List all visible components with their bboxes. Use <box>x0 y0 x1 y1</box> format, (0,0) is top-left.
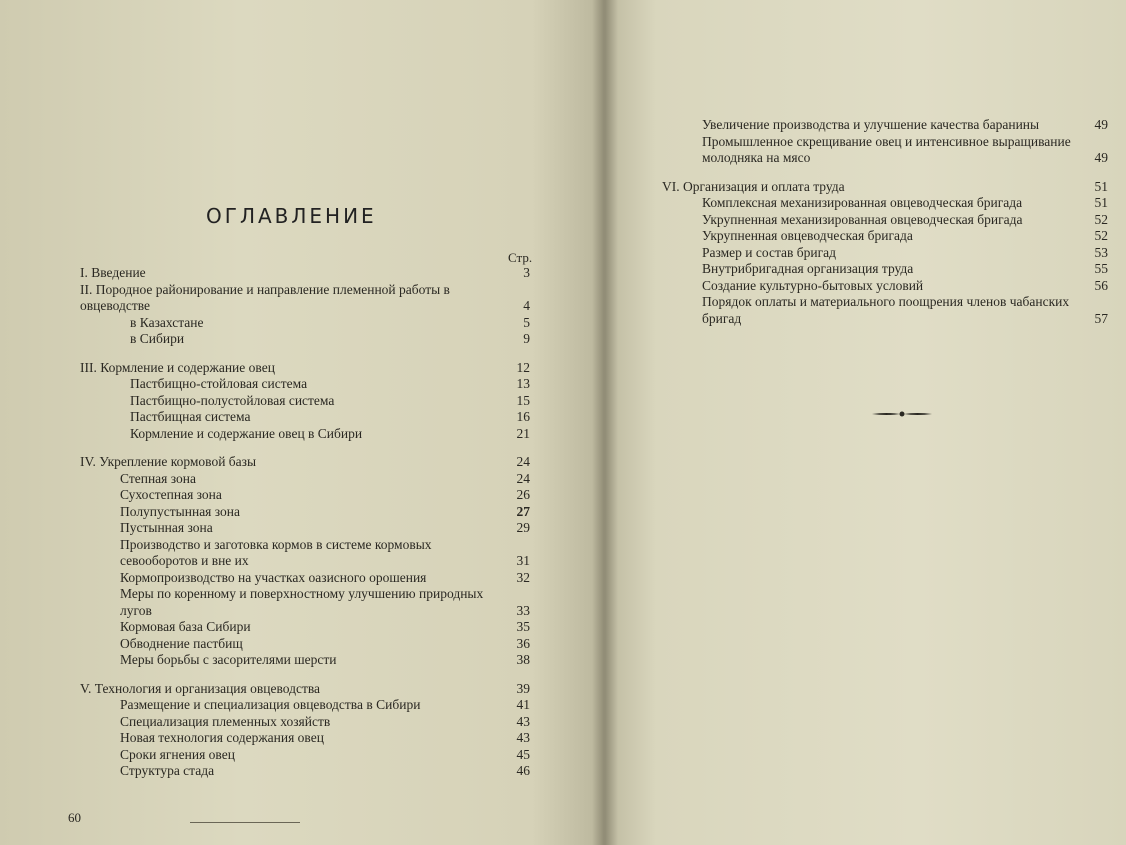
toc-entry <box>662 134 1108 167</box>
toc-entry <box>80 714 530 731</box>
toc-entry-text: Меры борьбы с засорителями шерсти <box>120 652 337 667</box>
toc-entry-text: Размещение и специализация овцеводства в Сибири <box>120 697 421 712</box>
toc-entry-text: в Казахстане <box>130 314 204 330</box>
toc-entry <box>80 697 530 714</box>
toc-entry-text: Сухостепная зона <box>120 487 222 502</box>
toc-entry-page: 49 <box>1094 117 1108 132</box>
toc-entry <box>80 454 530 471</box>
toc-entry-page: 21 <box>516 425 530 441</box>
toc-entry-page: 39 <box>516 680 530 696</box>
toc-entry-text: Порядок оплаты и материального поощрения членов чабанских бригад <box>702 294 1070 326</box>
toc-entry-page: 52 <box>1094 228 1108 243</box>
toc-entry-text: Промышленное скрещивание овец и интенсивное выращивание молодняка на мясо <box>702 133 1071 165</box>
toc-entry-page: 45 <box>516 746 530 762</box>
toc-entry-text: Обводнение пастбищ <box>120 635 243 651</box>
toc-entry-page: 31 <box>516 553 530 568</box>
toc-entry <box>662 245 1108 262</box>
toc-entry <box>80 265 530 282</box>
toc-entry <box>662 228 1108 245</box>
toc-entry-text: Сроки ягнения овец <box>120 746 235 762</box>
toc-entry-page: 27 <box>516 503 530 519</box>
toc-entry-text: Структура стада <box>120 763 215 778</box>
toc-left-column <box>80 265 530 780</box>
toc-entry-text: Внутрибригадная организация труда <box>702 261 914 276</box>
toc-gap <box>80 669 530 681</box>
toc-entry-text: II. Породное районирование и направление племенной работы в овцеводстве <box>80 281 450 313</box>
left-page-number: 60 <box>68 810 81 825</box>
toc-entry <box>80 393 530 410</box>
toc-entry-text: Степная зона <box>120 470 196 486</box>
toc-entry-page: 51 <box>1094 178 1108 194</box>
toc-entry-page: 56 <box>1094 277 1108 293</box>
toc-entry-text: Производство и заготовка кормов в системе кормовых севооборотов и вне их <box>120 536 432 568</box>
toc-entry <box>80 487 530 504</box>
toc-entry-text: Новая технология содержания овец <box>120 730 324 745</box>
book-gutter <box>592 0 618 845</box>
toc-entry <box>662 261 1108 278</box>
toc-entry <box>80 747 530 764</box>
toc-entry-text: Увеличение производства и улучшение качества баранины <box>702 117 1040 132</box>
toc-entry-page: 26 <box>516 487 530 502</box>
toc-entry-page: 43 <box>516 730 530 745</box>
toc-entry-text: Кормовая база Сибири <box>120 619 251 634</box>
toc-entry <box>80 652 530 669</box>
toc-entry <box>662 195 1108 212</box>
toc-entry-page: 15 <box>516 392 530 408</box>
toc-entry-page: 55 <box>1094 261 1108 276</box>
toc-entry <box>80 681 530 698</box>
toc-entry-text: Кормление и содержание овец в Сибири <box>130 425 363 441</box>
toc-entry-page: 9 <box>523 331 530 346</box>
toc-entry-page: 16 <box>516 409 530 424</box>
ornament-icon <box>872 406 932 422</box>
toc-entry-page: 4 <box>523 298 530 313</box>
page-column-label: Стр. <box>508 250 533 265</box>
toc-entry-page: 51 <box>1094 195 1108 210</box>
toc-entry-text: Пустынная зона <box>120 520 213 535</box>
toc-entry-text: Укрупненная овцеводческая бригада <box>702 228 913 243</box>
toc-entry <box>80 409 530 426</box>
toc-entry-text: Кормопроизводство на участках оазисного орошения <box>120 569 427 585</box>
toc-entry <box>662 179 1108 196</box>
toc-gap <box>80 442 530 454</box>
toc-entry-text: Укрупненная механизированная овцеводческая бригада <box>702 211 1023 227</box>
toc-entry <box>80 282 530 315</box>
toc-entry <box>80 504 530 521</box>
toc-entry-page: 49 <box>1094 150 1108 165</box>
toc-entry <box>80 570 530 587</box>
toc-entry <box>80 376 530 393</box>
page-title: ОГЛАВЛЕНИЕ <box>206 204 377 228</box>
toc-entry-text: Размер и состав бригад <box>702 244 837 260</box>
toc-gap <box>80 348 530 360</box>
toc-entry-page: 29 <box>516 520 530 535</box>
toc-entry <box>662 278 1108 295</box>
toc-entry <box>80 520 530 537</box>
toc-entry-text: Меры по коренному и поверхностному улучшению природных лугов <box>120 586 484 618</box>
toc-entry-page: 33 <box>516 602 530 618</box>
toc-entry-text: в Сибири <box>130 331 185 346</box>
toc-entry-text: Пастбищно-стойловая система <box>130 376 308 391</box>
toc-entry-text: VI. Организация и оплата труда <box>662 178 845 194</box>
toc-entry-page: 5 <box>523 314 530 330</box>
toc-entry <box>662 117 1108 134</box>
toc-entry-page: 46 <box>516 763 530 778</box>
toc-entry-text: Пастбищная система <box>130 409 251 424</box>
bottom-divider <box>190 822 300 823</box>
toc-entry <box>80 426 530 443</box>
toc-entry-page: 24 <box>516 470 530 486</box>
toc-entry-page: 36 <box>516 635 530 651</box>
toc-entry <box>80 586 530 619</box>
toc-entry-text: V. Технология и организация овцеводства <box>80 680 321 696</box>
toc-entry-text: IV. Укрепление кормовой базы <box>80 454 257 469</box>
toc-entry <box>80 471 530 488</box>
toc-entry-text: Пастбищно-полустойловая система <box>130 392 335 408</box>
toc-entry-page: 43 <box>516 713 530 729</box>
toc-entry <box>662 294 1108 327</box>
toc-entry <box>80 763 530 780</box>
toc-entry <box>80 636 530 653</box>
toc-entry <box>80 331 530 348</box>
toc-entry-page: 24 <box>516 454 530 469</box>
toc-gap <box>662 167 1108 179</box>
toc-entry <box>80 537 530 570</box>
toc-entry-page: 3 <box>523 265 530 280</box>
toc-entry <box>80 730 530 747</box>
toc-entry-page: 12 <box>516 359 530 375</box>
toc-entry-page: 57 <box>1094 310 1108 326</box>
toc-entry-text: Создание культурно-бытовых условий <box>702 277 924 293</box>
toc-entry-page: 52 <box>1094 211 1108 227</box>
toc-entry-page: 35 <box>516 619 530 634</box>
toc-entry-page: 38 <box>516 652 530 667</box>
toc-entry <box>80 315 530 332</box>
toc-entry-page: 41 <box>516 697 530 712</box>
toc-entry-page: 13 <box>516 376 530 391</box>
toc-entry-text: I. Введение <box>80 265 146 280</box>
toc-right-column <box>662 117 1108 327</box>
toc-entry-page: 53 <box>1094 244 1108 260</box>
toc-entry-text: III. Кормление и содержание овец <box>80 359 275 375</box>
toc-entry <box>80 360 530 377</box>
toc-entry-text: Специализация племенных хозяйств <box>120 713 331 729</box>
toc-entry-text: Комплексная механизированная овцеводческая бригада <box>702 195 1023 210</box>
toc-entry <box>80 619 530 636</box>
toc-entry-text: Полупустынная зона <box>120 503 240 519</box>
toc-entry <box>662 212 1108 229</box>
toc-entry-page: 32 <box>516 569 530 585</box>
